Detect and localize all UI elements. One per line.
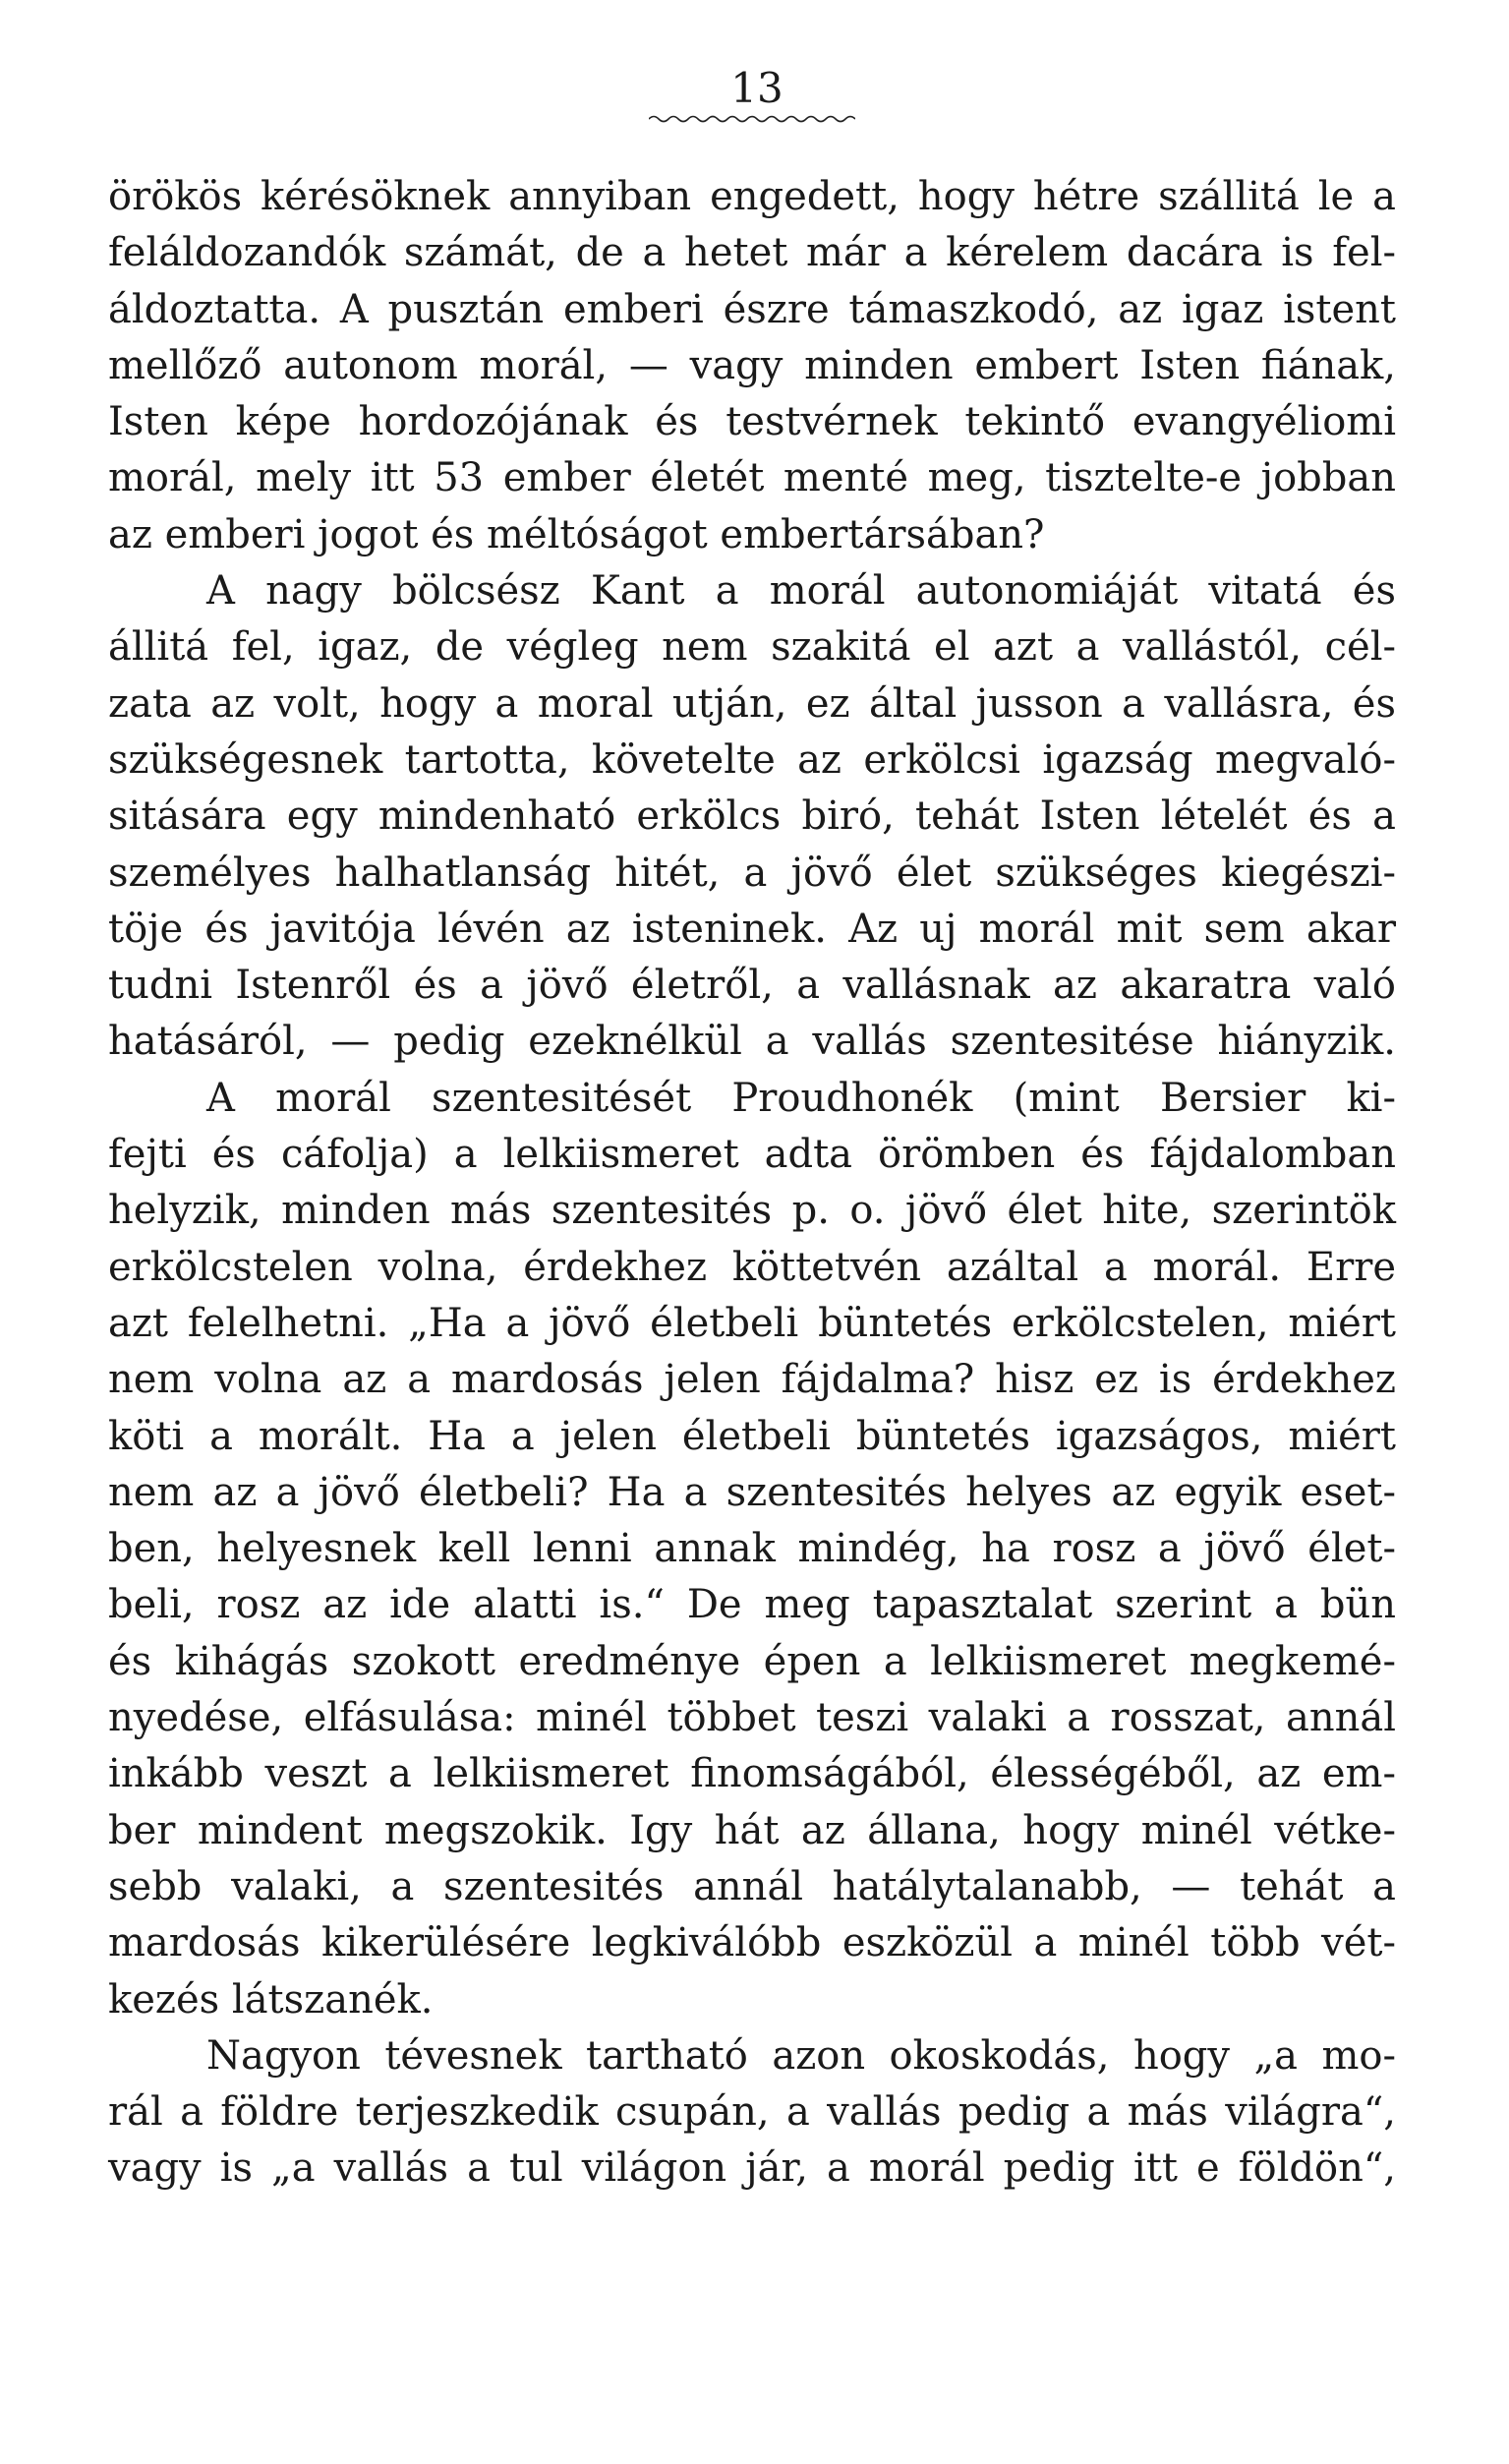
text-line: feláldozandók számát, de a hetet már a kérelem dacára is fel- [108,230,1396,276]
text-line: sebb valaki, a szentesités annál hatálytalanabb, — tehát a [108,1863,1396,1909]
text-line: az emberi jogot és méltóságot embertársában? [108,511,1045,557]
text-line: ber mindent megszokik. Igy hát az állana, hogy minél vétke- [108,1807,1396,1853]
text-line: örökös kérésöknek annyiban engedett, hogy hétre szállitá le a [108,174,1396,219]
text-line: beli, rosz az ide alatti is.“ De meg tapasztalat szerint a bün [108,1582,1396,1628]
text-line: zata az volt, hogy a moral utján, ez által jusson a vallásra, és [108,680,1396,727]
text-line: sitására egy mindenható erkölcs biró, tehát Isten lételét és a [108,793,1396,840]
text-line: mellőző autonom morál, — vagy minden embert Isten fiának, [108,342,1396,388]
text-line: Nagyon tévesnek tartható azon okoskodás, hogy „a mo- [206,2032,1396,2079]
text-line: tudni Istenről és a jövő életről, a vallásnak az akaratra való [108,963,1396,1009]
text-line: helyzik, minden más szentesités p. o. jövő élet hite, szerintök [108,1188,1396,1234]
text-line: ben, helyesnek kell lenni annak mindég, ha rosz a jövő élet- [108,1526,1396,1572]
text-line: nem volna az a mardosás jelen fájdalma? hisz ez is érdekhez [108,1357,1396,1403]
page-number: 13 [730,64,784,112]
text-line: inkább veszt a lelkiismeret finomságából, élességéből, az em- [108,1751,1396,1797]
text-line: áldoztatta. A pusztán emberi észre támaszkodó, az igaz istent [108,286,1396,332]
text-line: hatásáról, — pedig ezeknélkül a vallás szentesitése hiányzik. [108,1019,1396,1065]
text-line: Isten képe hordozójának és testvérnek tekintő evangyéliomi [108,399,1396,445]
text-line: és kihágás szokott eredménye épen a lelkiismeret megkemé- [108,1638,1396,1684]
text-line: mardosás kikerülésére legkiválóbb eszközül a minél több vét- [108,1920,1396,1966]
text-line: A nagy bölcsész Kant a morál autonomiáját vitatá és [206,568,1396,615]
text-line: kezés látszanék. [108,1976,434,2023]
text-line: szükségesnek tartotta, követelte az erkölcsi igazság megvaló- [108,736,1396,783]
text-line: köti a morált. Ha a jelen életbeli büntetés igazságos, miért [108,1413,1396,1459]
text-line: azt felelhetni. „Ha a jövő életbeli büntetés erkölcstelen, miért [108,1300,1396,1346]
text-line: nem az a jövő életbeli? Ha a szentesités helyes az egyik eset- [108,1469,1396,1515]
text-line: fejti és cáfolja) a lelkiismeret adta örömben és fájdalomban [108,1132,1396,1178]
text-line: A morál szentesitését Proudhonék (mint Bersier ki- [206,1075,1396,1121]
text-line: töje és javitója lévén az isteninek. Az uj morál mit sem akar [108,906,1396,952]
text-line: állitá fel, igaz, de végleg nem szakitá el azt a vallástól, cél- [108,624,1396,671]
text-line: személyes halhatlanság hitét, a jövő élet szükséges kiegészi- [108,850,1396,896]
wavy-rule-ornament [649,114,855,124]
text-line: rál a földre terjeszkedik csupán, a vallás pedig a más világra“, [108,2089,1396,2136]
text-line: erkölcstelen volna, érdekhez köttetvén azáltal a morál. Erre [108,1244,1396,1290]
body-text [108,169,1396,2198]
text-line: morál, mely itt 53 ember életét menté meg, tisztelte-e jobban [108,455,1396,501]
text-line: nyedése, elfásulása: minél többet teszi valaki a rosszat, annál [108,1695,1396,1741]
text-line: vagy is „a vallás a tul világon jár, a morál pedig itt e földön“, [108,2145,1396,2192]
